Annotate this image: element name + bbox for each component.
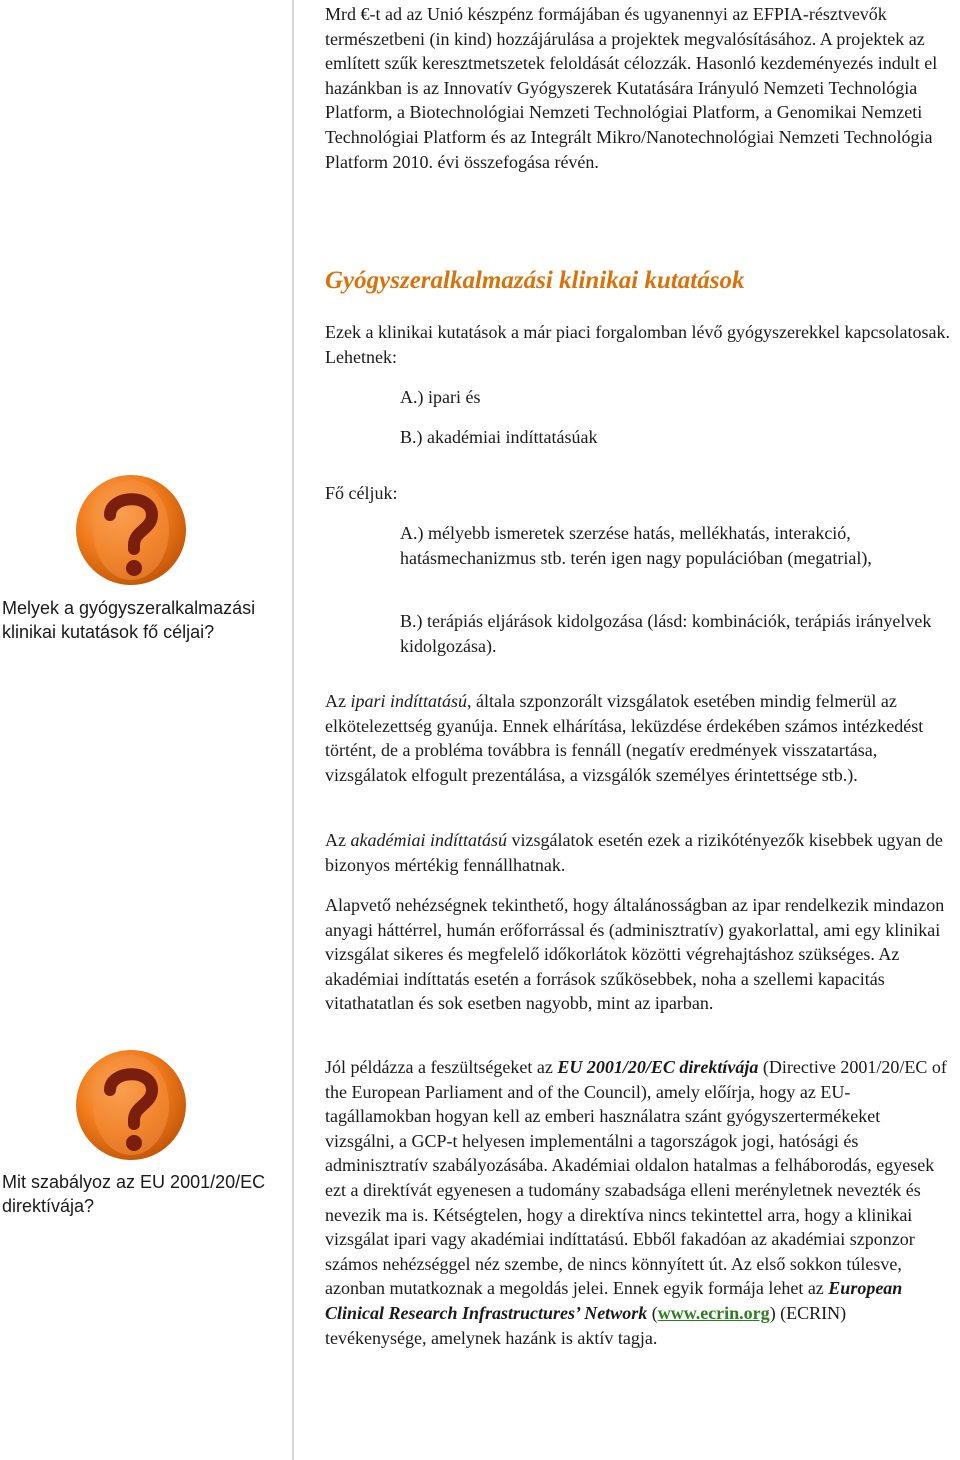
industry-pre: Az [325,691,351,711]
directive-emphasis: EU 2001/20/EC direktívája [557,1057,759,1077]
question-mark-icon [74,473,188,587]
industry-paragraph [325,689,950,787]
directive-post: ) (ECRIN) tevékenysége, amelynek hazánk is aktív tagja. [325,1302,847,1348]
intro-paragraph [325,2,950,174]
section-heading: Gyógyszeralkalmazási klinikai kutatások [325,267,745,294]
sidebar-question-2: Mit szabályoz az EU 2001/20/EC direktívája? [2,1172,266,1216]
directive-mid: (Directive 2001/20/EC of the European Parliament and of the Council), amely előírja, hogy az EU-tagállamokban hogyan kell az emberi használatra szánt gyógyszertermékeket vizsgálni, a GCP-t helyesen implementálni a tagországok jogi, hatósági és adminisztratív szabályozásába. Akadémiai oldalon hatalmas a felháborodás, egyesek ezt a direktívát egyenesen a tudomány szabadsága elleni merényletnek nevezték és nevezik ma is. Kétségtelen, hogy a direktíva nincs tekintettel arra, hogy a klinikai vizsgálat ipari vagy akadémiai indíttatású. Ebből fakadóan az akadémiai szponzor számos nehézséggel néz szembe, de nincs könnyített út. Az első sokkon túlesve, azonban mutatkoznak a megoldás jelei. Ennek egyik formája lehet az [325,1057,947,1299]
goals-label: Fő céljuk: [325,483,398,503]
goal-a [400,521,945,570]
industry-post: , általa szponzorált vizsgálatok esetében mindig felmerül az elkötelezettség gyanúja. Ennek elhárítása, leküzdése érdekében számos intézkedést történt, de a probléma továbbra is fennáll (negatív eredmények visszatartása, vizsgálatok elfogult prezentálása, a vizsgálók személyes érintettsége stb.). [325,691,924,785]
clinical-intro [325,320,950,369]
difficulty-text: Alapvető nehézségnek tekinthető, hogy általánosságban az ipar rendelkezik mindazon anyagi háttérrel, humán erőforrással és (adminisztratív) gyakorlattal, ami egy klinikai vizsgálat sikeres és megfelelő időkorlátok közötti végrehajtáshoz szükséges. Az akadémiai indíttatás esetén a források szűkösebbek, noha a szellemi kapacitás vitathatatlan és sok esetben nagyobb, mint az iparban. [325,895,945,1014]
column-divider [292,0,294,1460]
directive-paragraph [325,1055,950,1350]
ecrin-network-name: European Clinical Research Infrastructures’ Network [325,1278,903,1323]
goal-b-text: B.) terápiás eljárások kidolgozása (lásd: kombinációk, terápiás irányelvek kidolgozása). [400,611,932,656]
type-a: A.) ipari és [400,387,481,407]
clinical-intro-text: Ezek a klinikai kutatások a már piaci forgalomban lévő gyógyszerekkel kapcsolatosak. Lehetnek: [325,322,950,367]
goal-a-text: A.) mélyebb ismeretek szerzése hatás, mellékhatás, interakció, hatásmechanizmus stb. terén igen nagy populációban (megatrial), [400,523,872,568]
intro-text: Mrd €-t ad az Unió készpénz formájában és ugyanennyi az EFPIA-résztvevők természetbeni (in kind) hozzájárulása a projektek megvalósításához. A projektek az említett szűk keresztmetszetek feloldását célozzák. Hasonló kezdeményezés indult el hazánkban is az Innovatív Gyógyszerek Kutatására Irányuló Nemzeti Technológia Platform, a Biotechnológiai Nemzeti Technológiai Platform, a Genomikai Nemzeti Technológiai Platform és az Integrált Mikro/Nanotechnológiai Nemzeti Technológia Platform 2010. évi összefogása révén. [325,4,938,172]
difficulty-paragraph [325,893,950,1016]
directive-paren: ( [647,1302,658,1323]
sidebar-question-1: Melyek a gyógyszeralkalmazási klinikai kutatások fő céljai? [2,598,256,642]
academic-pre: Az [325,830,351,850]
academic-paragraph [325,828,950,877]
type-b: B.) akadémiai indíttatásúak [400,427,598,447]
question-mark-icon [74,1048,188,1162]
goal-b [400,609,945,658]
academic-post: vizsgálatok esetén ezek a rizikótényezők kisebbek ugyan de bizonyos mértékig fennállhatnak. [325,830,943,875]
ecrin-link[interactable]: www.ecrin.org [657,1302,770,1323]
directive-pre: Jól példázza a feszültségeket az [325,1057,558,1077]
academic-emphasis: akadémiai indíttatású [350,830,507,850]
industry-emphasis: ipari indíttatású [350,691,468,711]
